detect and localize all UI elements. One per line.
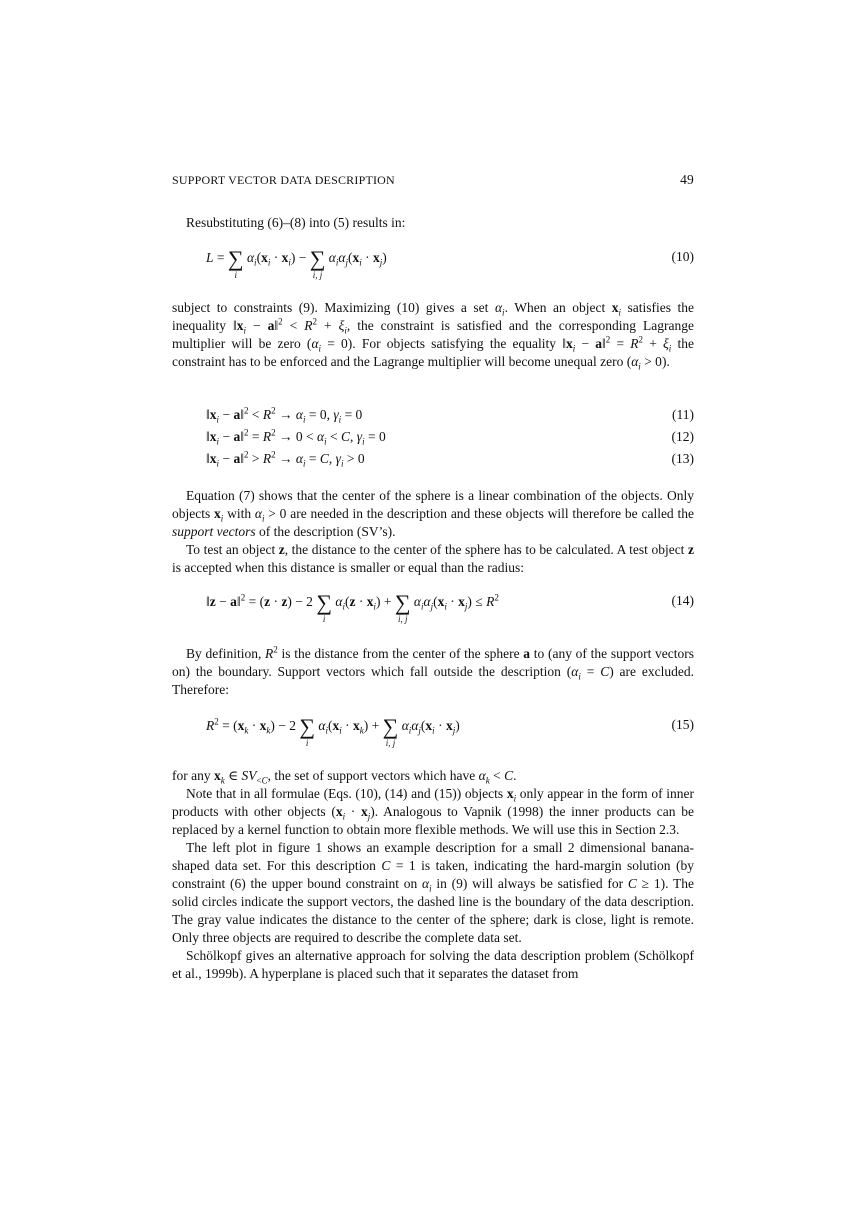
equation-10 <box>206 246 694 280</box>
equation-15: $R^2 = (x_k \cdot x_k) - 2$ ∑ i $\alpha_i(x_i \cdot x_k)$ + ∑ i, j $\alpha_i\alpha_j(x_i \cdot x_j)$ (15) <box>206 714 694 748</box>
equation-number: (10) <box>671 249 694 264</box>
equation-number: (11) <box>672 407 694 422</box>
equation-10-formula: L = ∑ i $\alpha_i(x_i \cdot x_i)$ − ∑ i, j $\alpha_i\alpha_j(x_i \cdot x_j)$ <box>206 246 387 280</box>
equation-number: (12) <box>671 429 694 444</box>
running-header <box>172 171 694 189</box>
paragraph-resubstituting: Resubstituting (6)–(8) into (5) results in: <box>186 215 406 230</box>
equation-11: $‖x_i$ − a‖$^2$ < $R^2 \to \alpha_i = 0$, $\gamma_i = 0$ (11) <box>206 405 694 425</box>
equation-12: $‖x_i$ − a‖$^2$ = $R^2 \to 0 < \alpha_i < C$, $\gamma_i = 0$ (12) <box>206 427 694 447</box>
equation-number: (14) <box>671 593 694 608</box>
paragraph-body-2: for any $x_k$ ∈ $SV_{<C}$, the set of support vectors which have $\alpha_k < C$. Note that in all formulae (Eqs. (10), (14) and (15)) objects $x_i$ only appear in the form of inner products with other objects $(x_i \cdot x_j)$. Analogous to Vapnik (1998) the inner products can be replaced by a kernel function to obtain more flexible methods. We will use this in Section 2.3. The left plot in figure 1 shows an example description for a small 2 dimensional banana-shaped data set. For this description C = 1 is taken, indicating the hard-margin solution (by constraint (6) the upper bound constraint on $\alpha_i$ in (9) will always be satisfied for C ≥ 1). The solid circles indicate the support vectors, the dashed line is the boundary of the data description. The gray value indicates the distance to the center of the sphere; dark is close, light is remote. Only three objects are required to describe the complete data set. Schölkopf gives an alternative approach for solving the data description problem (Schölkopf et al., 1999b). A hyperplane is placed such that it separates the dataset from <box>172 768 694 981</box>
paragraph-subject-to: subject to constraints (9). Maximizing (10) gives a set $\alpha_i$. When an object $x_i$ satisfies the inequality $‖x_i$ − a‖$^2$ < $R^2 + \xi_i$, the constraint is satisfied and the corresponding Lagrange multiplier will be zero $(\alpha_i = 0)$. For objects satisfying the equality $‖x_i$ − a‖$^2$ = $R^2 + \xi_i$ the constraint has to be enforced and the Lagrange multiplier will become unequal zero $(\alpha_i > 0)$. <box>172 300 694 372</box>
equation-14: ‖z − a‖$^2$ = (z · z) − 2 ∑ i $\alpha_i(z \cdot x_i)$ + ∑ i, j $\alpha_i\alpha_j(x_i \cdot x_j) \le R^2$ (14) <box>206 590 694 624</box>
equation-13: $‖x_i$ − a‖$^2$ > $R^2 \to \alpha_i = C$, $\gamma_i > 0$ (13) <box>206 449 694 469</box>
page-number: 49 <box>680 172 694 187</box>
paragraph-definition: By definition, $R^2$ is the distance from the center of the sphere a to (any of the support vectors on) the boundary. Support vectors which fall outside the description $(\alpha_i = C)$ are excluded. Therefore: <box>172 644 695 697</box>
running-title: SUPPORT VECTOR DATA DESCRIPTION <box>172 173 395 187</box>
equation-number: (15) <box>671 717 694 732</box>
paragraph-equation-7: Equation (7) shows that the center of the sphere is a linear combination of the objects. Only objects $x_i$ with $\alpha_i > 0$ are needed in the description and these objects will therefore be called the support vectors of the description (SV’s). To test an object z, the distance to the center of the sphere has to be calculated. A test object z is accepted when this distance is smaller or equal than the radius: <box>172 488 694 575</box>
equation-number: (13) <box>671 451 694 466</box>
